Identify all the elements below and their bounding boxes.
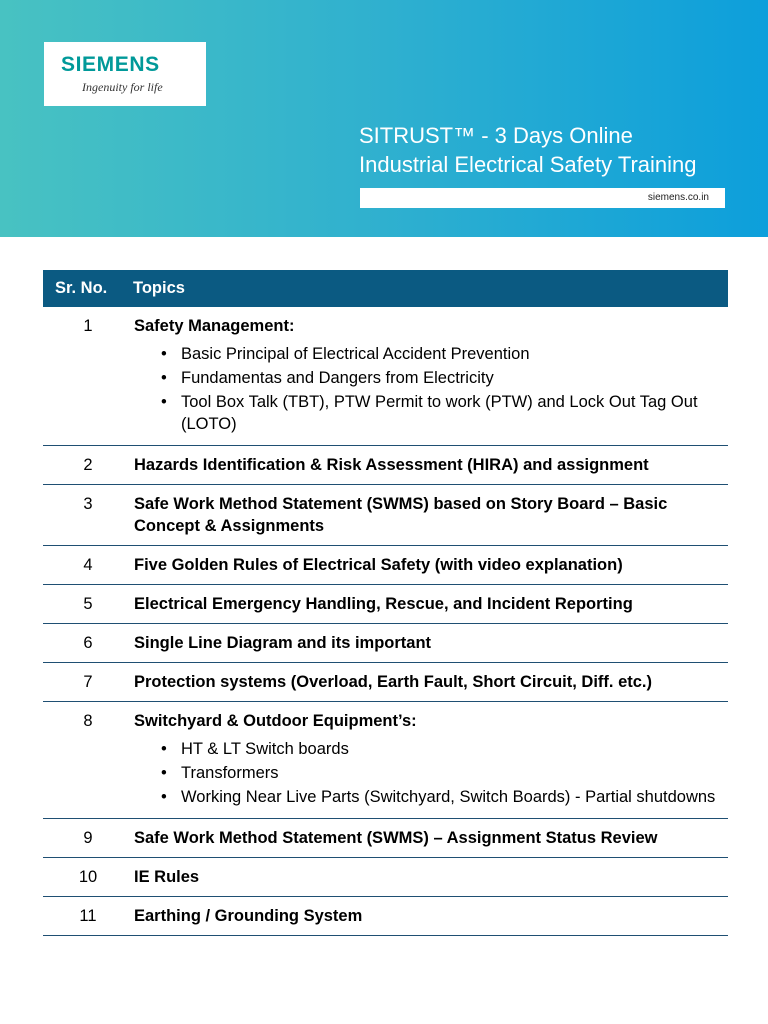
subtopic-item: • Working Near Live Parts (Switchyard, Switch Boards) - Partial shutdowns <box>181 786 720 808</box>
row-topic <box>133 485 728 546</box>
header-sr-no: Sr. No. <box>43 270 133 307</box>
header-banner <box>0 0 768 237</box>
table-row <box>43 546 728 585</box>
row-topic <box>133 663 728 702</box>
topic-title: Electrical Emergency Handling, Rescue, and Incident Reporting <box>134 595 633 613</box>
topics-table <box>43 270 728 936</box>
row-number: 8 <box>43 702 133 819</box>
subtopic-list <box>134 738 720 808</box>
row-number: 3 <box>43 485 133 546</box>
row-number: 2 <box>43 446 133 485</box>
row-topic <box>133 819 728 858</box>
subtopic-item: • Transformers <box>181 762 720 784</box>
subtopic-item: • Fundamentas and Dangers from Electricity <box>181 367 720 389</box>
table-row <box>43 585 728 624</box>
topic-title: Hazards Identification & Risk Assessment (HIRA) and assignment <box>134 456 649 474</box>
url-bar <box>360 188 725 208</box>
title-line-2: Industrial Electrical Safety Training <box>359 152 697 177</box>
row-number: 11 <box>43 897 133 936</box>
table-row <box>43 485 728 546</box>
row-number: 7 <box>43 663 133 702</box>
table-body <box>43 307 728 936</box>
row-topic <box>133 546 728 585</box>
siemens-logo <box>44 42 206 106</box>
table-row <box>43 446 728 485</box>
title-line-1: SITRUST™ - 3 Days Online <box>359 123 633 148</box>
topic-title: Five Golden Rules of Electrical Safety (with video explanation) <box>134 556 623 574</box>
topic-title: Safe Work Method Statement (SWMS) based on Story Board – Basic Concept & Assignments <box>134 495 668 535</box>
subtopic-item: • HT & LT Switch boards <box>181 738 720 760</box>
logo-tagline: Ingenuity for life <box>82 80 163 94</box>
row-topic <box>133 307 728 446</box>
table-row <box>43 897 728 936</box>
row-number: 6 <box>43 624 133 663</box>
topic-title: Earthing / Grounding System <box>134 907 363 925</box>
topic-title: Safe Work Method Statement (SWMS) – Assignment Status Review <box>134 829 658 847</box>
table-header-row <box>43 270 728 307</box>
website-url: siemens.co.in <box>647 192 709 203</box>
topic-title: Switchyard & Outdoor Equipment’s: <box>134 712 417 730</box>
row-number: 1 <box>43 307 133 446</box>
table-row <box>43 702 728 819</box>
table-row <box>43 858 728 897</box>
subtopic-item: • Basic Principal of Electrical Accident Prevention <box>181 343 720 365</box>
row-topic <box>133 585 728 624</box>
subtopic-list <box>134 343 720 435</box>
table-row <box>43 663 728 702</box>
topic-title: Single Line Diagram and its important <box>134 634 432 652</box>
topic-title: IE Rules <box>134 868 200 886</box>
row-topic <box>133 624 728 663</box>
topic-title: Safety Management: <box>134 317 295 335</box>
subtopic-item: • Tool Box Talk (TBT), PTW Permit to work (PTW) and Lock Out Tag Out (LOTO) <box>181 391 720 435</box>
row-topic <box>133 446 728 485</box>
logo-wordmark: SIEMENS <box>61 53 160 76</box>
header-topics: Topics <box>133 270 728 307</box>
table-row <box>43 307 728 446</box>
topic-title: Protection systems (Overload, Earth Fault, Short Circuit, Diff. etc.) <box>134 673 653 691</box>
row-number: 9 <box>43 819 133 858</box>
row-number: 5 <box>43 585 133 624</box>
table-row <box>43 819 728 858</box>
row-topic <box>133 858 728 897</box>
row-number: 4 <box>43 546 133 585</box>
row-topic <box>133 897 728 936</box>
document-title <box>359 121 697 179</box>
table-row <box>43 624 728 663</box>
row-topic <box>133 702 728 819</box>
row-number: 10 <box>43 858 133 897</box>
